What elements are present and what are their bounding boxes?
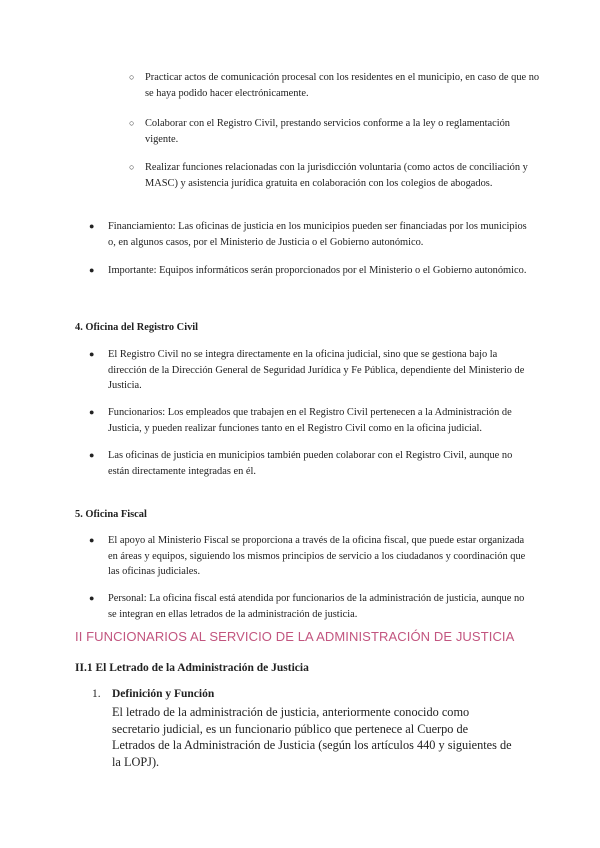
bullet-icon: ● (89, 221, 95, 231)
sub-list-item (129, 116, 540, 147)
bullet-item-text: Importante: Equipos informáticos serán proporcionados por el Ministerio o el Gobierno autonómico. (108, 265, 527, 276)
bullet-item-text: Las oficinas de justicia en municipios también pueden colaborar con el Registro Civil, aunque no están directamente integradas en él. (108, 450, 513, 477)
bullet-item (89, 533, 528, 580)
bullet-item-text: El Registro Civil no se integra directamente en la oficina judicial, sino que se gestiona bajo la dirección de la Dirección General de Seguridad Jurídica y Fe Pública, dependiente del Ministerio de Justicia. (108, 349, 525, 391)
sub-list-item (129, 160, 540, 191)
hollow-bullet-icon: ○ (129, 118, 135, 128)
bullet-item-text: Financiamiento: Las oficinas de justicia en los municipios pueden ser financiadas por los municipios o, en algunos casos, por el Ministerio de Justicia o el Gobierno autonómico. (108, 221, 527, 248)
bullet-icon: ● (89, 407, 95, 417)
section-heading: 4. Oficina del Registro Civil (75, 322, 199, 333)
bullet-icon: ● (89, 593, 95, 603)
section-heading: 5. Oficina Fiscal (75, 509, 147, 520)
hollow-bullet-icon: ○ (129, 72, 135, 82)
bullet-item (89, 347, 528, 394)
sub-list-item-text: Colaborar con el Registro Civil, prestando servicios conforme a la ley o reglamentación vigente. (145, 118, 511, 145)
bullet-icon: ● (89, 349, 95, 359)
subsection-heading: II.1 El Letrado de la Administración de Justicia (75, 662, 309, 674)
sub-list-item-text: Realizar funciones relacionadas con la jurisdicción voluntaria (como actos de conciliación y MASC) y asistencia jurídica gratuita en colaboración con los colegios de abogados. (145, 162, 528, 189)
chapter-heading: II FUNCIONARIOS AL SERVICIO DE LA ADMINISTRACIÓN DE JUSTICIA (75, 629, 515, 644)
sub-list-item-text: Practicar actos de comunicación procesal con los residentes en el municipio, en caso de que no se haya podido hacer electrónicamente. (145, 72, 540, 99)
bullet-item-text: Personal: La oficina fiscal está atendida por funcionarios de la administración de justicia, aunque no se integran en ellas letrados de la administración de justicia. (108, 593, 525, 620)
bullet-item (89, 591, 528, 622)
bullet-item-text: Funcionarios: Los empleados que trabajen en el Registro Civil pertenecen a la Administración de Justicia, y pueden realizar funciones tanto en el Registro Civil como en la oficina judicial. (108, 407, 512, 434)
bullet-item-text: El apoyo al Ministerio Fiscal se proporciona a través de la oficina fiscal, que puede estar organizada en áreas y equipos, siguiendo los mismos principios de servicio a los ciudadanos y coordinación que las oficinas judiciales. (108, 535, 526, 577)
bullet-item (89, 263, 528, 279)
list-number: 1. (92, 688, 101, 700)
bullet-icon: ● (89, 535, 95, 545)
bullet-icon: ● (89, 265, 95, 275)
sub-list-item (129, 70, 540, 101)
numbered-item-title: Definición y Función (112, 688, 215, 700)
bullet-item (89, 405, 528, 436)
bullet-item (89, 219, 528, 250)
bullet-item (89, 448, 528, 479)
hollow-bullet-icon: ○ (129, 162, 135, 172)
bullet-icon: ● (89, 450, 95, 460)
numbered-item-text: El letrado de la administración de justicia, anteriormente conocido como secretario judicial, es un funcionario público que pertenece al Cuerpo de Letrados de la Administración de Justicia (según los artículos 440 y siguientes de la LOPJ). (112, 705, 512, 769)
